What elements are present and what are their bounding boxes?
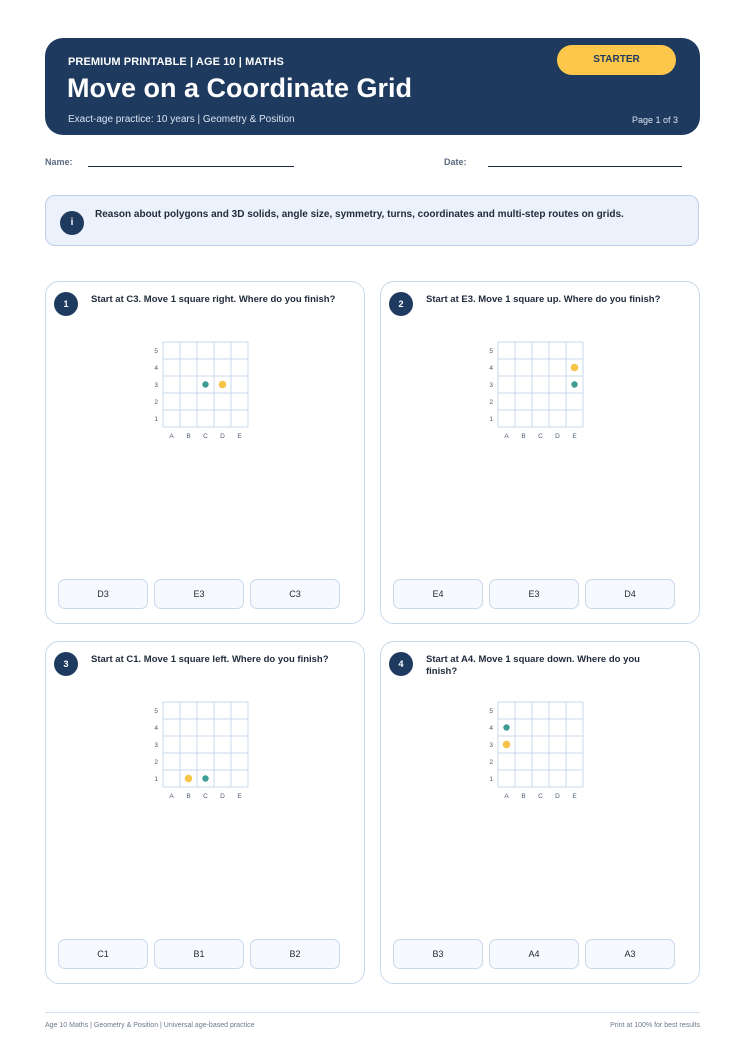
question-number: 3 bbox=[54, 652, 78, 676]
worksheet-header bbox=[45, 38, 700, 135]
answer-option[interactable]: D4 bbox=[585, 579, 675, 609]
row-label: 3 bbox=[154, 742, 158, 749]
column-label: E bbox=[572, 793, 577, 800]
row-label: 3 bbox=[489, 382, 493, 389]
date-line[interactable] bbox=[488, 166, 682, 167]
row-label: 4 bbox=[489, 365, 493, 372]
answer-option[interactable]: C3 bbox=[250, 579, 340, 609]
answer-option[interactable]: E3 bbox=[154, 579, 244, 609]
column-label: C bbox=[538, 433, 543, 440]
row-label: 2 bbox=[489, 759, 493, 766]
column-label: B bbox=[186, 433, 191, 440]
info-icon: i bbox=[60, 211, 84, 235]
answer-option[interactable]: B1 bbox=[154, 939, 244, 969]
column-label: D bbox=[555, 433, 560, 440]
question-number: 4 bbox=[389, 652, 413, 676]
start-dot bbox=[503, 724, 509, 730]
answer-option[interactable]: D3 bbox=[58, 579, 148, 609]
finish-dot bbox=[571, 364, 579, 372]
column-label: C bbox=[538, 793, 543, 800]
name-label: Name: bbox=[45, 157, 73, 167]
name-line[interactable] bbox=[88, 166, 294, 167]
column-label: C bbox=[203, 793, 208, 800]
answer-options bbox=[393, 579, 687, 609]
row-label: 3 bbox=[489, 742, 493, 749]
row-label: 5 bbox=[489, 348, 493, 355]
footer-right-text: Print at 100% for best results bbox=[610, 1022, 700, 1029]
column-label: A bbox=[169, 433, 174, 440]
row-label: 1 bbox=[154, 776, 158, 783]
row-label: 2 bbox=[489, 399, 493, 406]
date-label: Date: bbox=[444, 157, 467, 167]
column-label: D bbox=[220, 433, 225, 440]
column-label: D bbox=[220, 793, 225, 800]
header-subtitle: Exact-age practice: 10 years | Geometry & Position bbox=[68, 114, 295, 125]
row-label: 4 bbox=[154, 365, 158, 372]
row-label: 5 bbox=[489, 708, 493, 715]
column-label: B bbox=[521, 433, 526, 440]
row-label: 1 bbox=[489, 416, 493, 423]
column-label: E bbox=[237, 793, 242, 800]
page-number: Page 1 of 3 bbox=[631, 115, 678, 125]
column-label: C bbox=[203, 433, 208, 440]
column-label: A bbox=[504, 433, 509, 440]
row-label: 1 bbox=[489, 776, 493, 783]
answer-option[interactable]: E3 bbox=[489, 579, 579, 609]
start-dot bbox=[202, 775, 208, 781]
header-eyebrow: PREMIUM PRINTABLE | AGE 10 | MATHS bbox=[68, 56, 284, 68]
row-label: 1 bbox=[154, 416, 158, 423]
column-label: B bbox=[186, 793, 191, 800]
footer-left-text: Age 10 Maths | Geometry & Position | Universal age-based practice bbox=[45, 1022, 255, 1029]
answer-options bbox=[393, 939, 687, 969]
answer-options bbox=[58, 579, 352, 609]
coordinate-grid bbox=[381, 282, 701, 482]
row-label: 2 bbox=[154, 399, 158, 406]
page-title: Move on a Coordinate Grid bbox=[67, 73, 413, 103]
finish-dot bbox=[219, 381, 227, 389]
footer-divider bbox=[45, 1012, 700, 1013]
question-card bbox=[45, 641, 365, 984]
column-label: D bbox=[555, 793, 560, 800]
answer-option[interactable]: B3 bbox=[393, 939, 483, 969]
finish-dot bbox=[185, 775, 193, 783]
answer-option[interactable]: C1 bbox=[58, 939, 148, 969]
coordinate-grid bbox=[46, 642, 366, 842]
question-prompt: Start at C3. Move 1 square right. Where do you finish? bbox=[91, 294, 336, 305]
info-text: Reason about polygons and 3D solids, angle size, symmetry, turns, coordinates and multi-step routes on grids. bbox=[95, 209, 624, 220]
question-card bbox=[380, 641, 700, 984]
row-label: 4 bbox=[489, 725, 493, 732]
start-dot bbox=[571, 381, 577, 387]
level-badge: STARTER bbox=[557, 45, 676, 75]
question-card bbox=[45, 281, 365, 624]
question-number: 1 bbox=[54, 292, 78, 316]
column-label: A bbox=[504, 793, 509, 800]
row-label: 5 bbox=[154, 348, 158, 355]
answer-option[interactable]: A3 bbox=[585, 939, 675, 969]
answer-option[interactable]: B2 bbox=[250, 939, 340, 969]
answer-option[interactable]: E4 bbox=[393, 579, 483, 609]
question-card bbox=[380, 281, 700, 624]
column-label: A bbox=[169, 793, 174, 800]
column-label: B bbox=[521, 793, 526, 800]
answer-options bbox=[58, 939, 352, 969]
coordinate-grid bbox=[46, 282, 366, 482]
question-prompt: Start at C1. Move 1 square left. Where do you finish? bbox=[91, 654, 329, 665]
question-number: 2 bbox=[389, 292, 413, 316]
question-prompt: Start at A4. Move 1 square down. Where do you finish? bbox=[426, 654, 640, 677]
info-banner bbox=[45, 195, 699, 246]
answer-option[interactable]: A4 bbox=[489, 939, 579, 969]
row-label: 5 bbox=[154, 708, 158, 715]
coordinate-grid bbox=[381, 642, 701, 842]
row-label: 4 bbox=[154, 725, 158, 732]
row-label: 3 bbox=[154, 382, 158, 389]
column-label: E bbox=[572, 433, 577, 440]
start-dot bbox=[202, 381, 208, 387]
finish-dot bbox=[503, 741, 511, 749]
row-label: 2 bbox=[154, 759, 158, 766]
question-prompt: Start at E3. Move 1 square up. Where do you finish? bbox=[426, 294, 661, 305]
column-label: E bbox=[237, 433, 242, 440]
